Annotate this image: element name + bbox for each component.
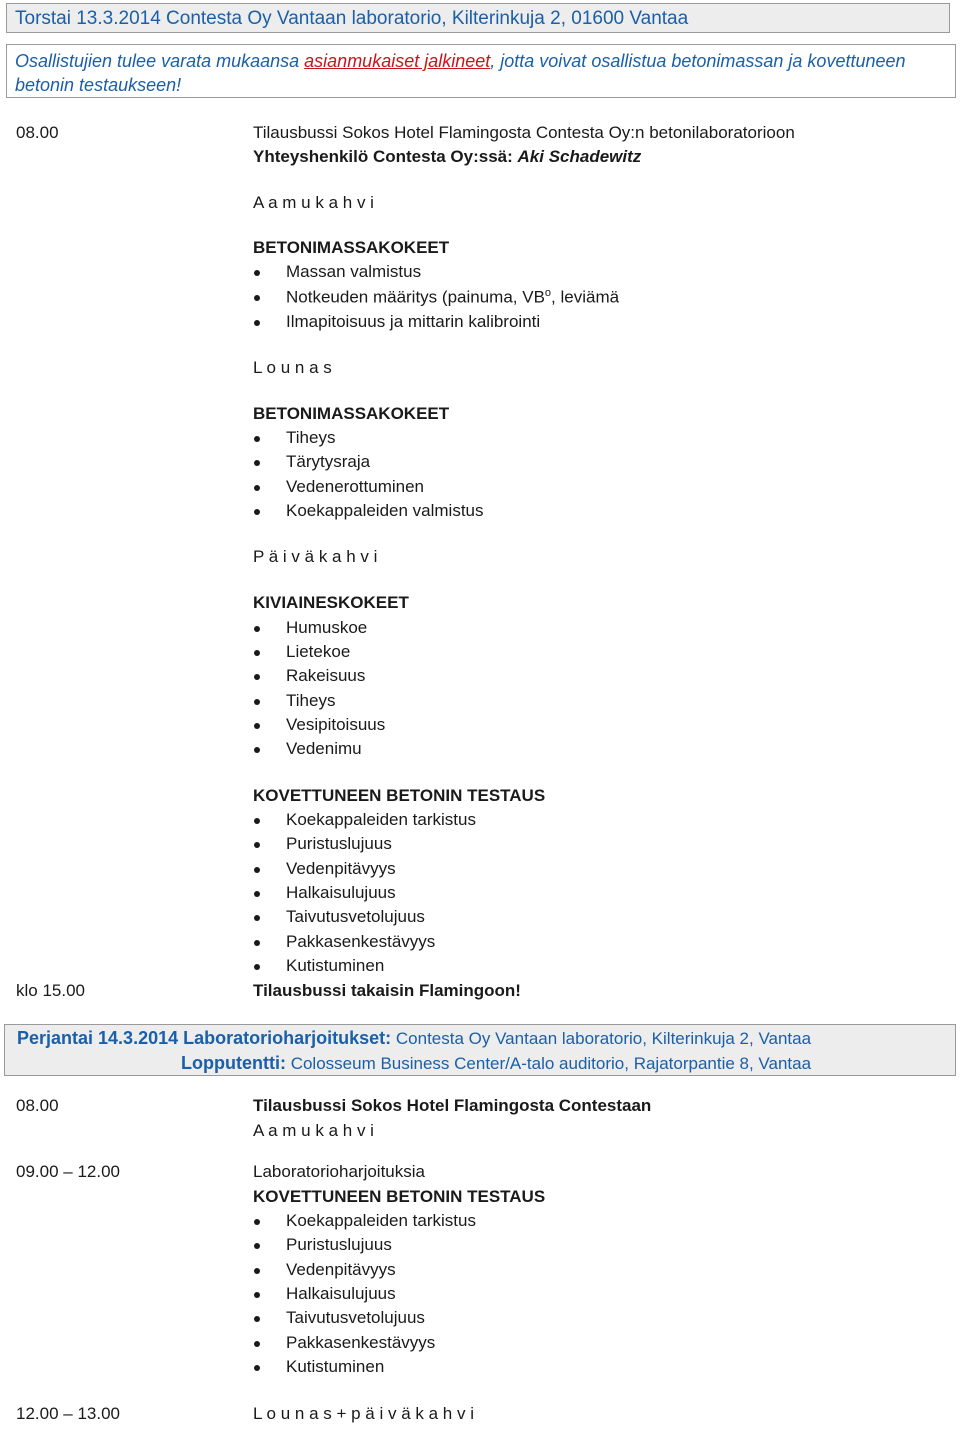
day2-section-title: KOVETTUNEEN BETONIN TESTAUS bbox=[253, 1187, 546, 1206]
contact-name: Aki Schadewitz bbox=[517, 147, 642, 166]
section4-item: Vedenpitävyys bbox=[286, 859, 396, 878]
section3-item: Vesipitoisuus bbox=[286, 715, 386, 734]
notice-box bbox=[6, 44, 956, 98]
day1-header-text: Torstai 13.3.2014 Contesta Oy Vantaan laboratorio, Kilterinkuja 2, 01600 Vantaa bbox=[15, 8, 689, 29]
day1-afternoon-coffee: P ä i v ä k a h v i bbox=[253, 547, 378, 566]
section4-item: Halkaisulujuus bbox=[286, 883, 396, 902]
day2-practice-time: 09.00 – 12.00 bbox=[16, 1162, 120, 1181]
day2-section-item: Vedenpitävyys bbox=[286, 1260, 396, 1279]
final-label: Lopputentti: bbox=[181, 1053, 286, 1073]
day2-section-item: Taivutusvetolujuus bbox=[286, 1308, 425, 1327]
day1-end-text: Tilausbussi takaisin Flamingoon! bbox=[253, 981, 521, 1000]
day2-section-item: Puristuslujuus bbox=[286, 1235, 392, 1254]
section1-title: BETONIMASSAKOKEET bbox=[253, 238, 450, 257]
day2-start-time: 08.00 bbox=[16, 1096, 59, 1115]
notice-text: Osallistujien tulee varata mukaansa asianmukaiset jalkineet, jotta voivat osallistua betonimassan ja kovettuneen betonin testaukseen! bbox=[15, 51, 906, 95]
lab-place: Contesta Oy Vantaan laboratorio, Kilterinkuja 2, Vantaa bbox=[391, 1029, 812, 1048]
day1-header bbox=[6, 3, 950, 33]
section1-item: Massan valmistus bbox=[286, 262, 422, 281]
day1-start-text: Tilausbussi Sokos Hotel Flamingosta Contesta Oy:n betonilaboratorioon bbox=[253, 123, 795, 142]
section3-item: Humuskoe bbox=[286, 618, 368, 637]
lab-label: Laboratorioharjoitukset: bbox=[183, 1028, 392, 1048]
section3-item: Tiheys bbox=[286, 691, 336, 710]
day2-practice-text: Laboratorioharjoituksia bbox=[253, 1162, 425, 1181]
day1-morning-coffee: A a m u k a h v i bbox=[253, 193, 374, 212]
section2-item: Tiheys bbox=[286, 428, 336, 447]
section4-item: Taivutusvetolujuus bbox=[286, 907, 425, 926]
day2-header-line2 bbox=[181, 1053, 811, 1074]
day2-start-text: Tilausbussi Sokos Hotel Flamingosta Contestaan bbox=[253, 1096, 652, 1115]
day2-morning-coffee: A a m u k a h v i bbox=[253, 1121, 374, 1140]
section4-item: Kutistuminen bbox=[286, 956, 385, 975]
day2-section-item: Halkaisulujuus bbox=[286, 1284, 396, 1303]
section4-item: Puristuslujuus bbox=[286, 834, 392, 853]
day1-contact bbox=[253, 147, 641, 167]
section3-item: Vedenimu bbox=[286, 739, 362, 758]
section2-item: Vedenerottuminen bbox=[286, 477, 424, 496]
day2-lunch-text: L o u n a s + p ä i v ä k a h v i bbox=[253, 1404, 474, 1423]
day1-start-time: 08.00 bbox=[16, 123, 59, 142]
day2-date: Perjantai 14.3.2014 bbox=[17, 1028, 179, 1048]
day1-end-time: klo 15.00 bbox=[16, 981, 85, 1000]
notice-highlight: asianmukaiset jalkineet bbox=[304, 51, 491, 71]
section2-item: Koekappaleiden valmistus bbox=[286, 501, 484, 520]
day2-lunch-time: 12.00 – 13.00 bbox=[16, 1404, 120, 1423]
section1-item: Ilmapitoisuus ja mittarin kalibrointi bbox=[286, 312, 541, 331]
section2-item: Tärytysraja bbox=[286, 452, 371, 471]
day2-section-item: Kutistuminen bbox=[286, 1357, 385, 1376]
section3-title: KIVIAINESKOKEET bbox=[253, 593, 409, 612]
day2-section-item: Koekappaleiden tarkistus bbox=[286, 1211, 476, 1230]
section4-item: Pakkasenkestävyys bbox=[286, 932, 436, 951]
contact-label: Yhteyshenkilö Contesta Oy:ssä: bbox=[253, 147, 518, 166]
day2-header bbox=[4, 1024, 956, 1076]
section4-title: KOVETTUNEEN BETONIN TESTAUS bbox=[253, 786, 546, 805]
day2-header-line1 bbox=[17, 1028, 811, 1049]
section4-item: Koekappaleiden tarkistus bbox=[286, 810, 476, 829]
final-place: Colosseum Business Center/A-talo auditorio, Rajatorpantie 8, Vantaa bbox=[285, 1054, 812, 1073]
section3-item: Lietekoe bbox=[286, 642, 351, 661]
day1-lunch: L o u n a s bbox=[253, 358, 332, 377]
section2-title: BETONIMASSAKOKEET bbox=[253, 404, 450, 423]
section1-item: Notkeuden määritys (painuma, $VB^o$, leviämä bbox=[286, 287, 620, 307]
day2-section-item: Pakkasenkestävyys bbox=[286, 1333, 436, 1352]
section3-item: Rakeisuus bbox=[286, 666, 366, 685]
